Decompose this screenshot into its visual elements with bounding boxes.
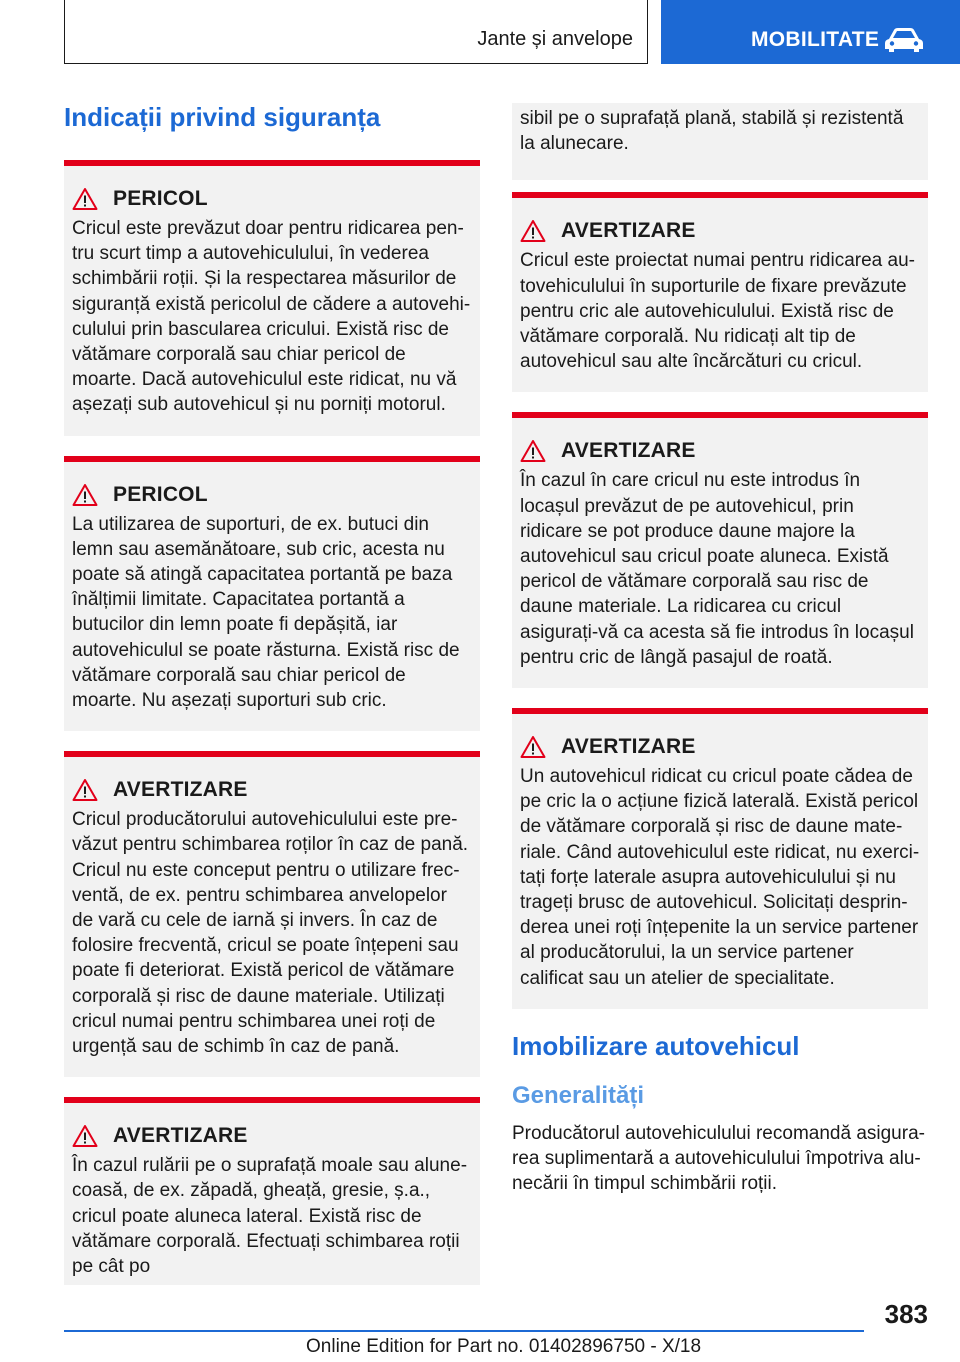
warning-triangle-icon	[72, 778, 98, 802]
warning-text: Cricul este prevăzut doar pentru ridicarea pentru scurt timp a autovehiculului, în vederea schimbării roții. Și la respectarea măsurilor de siguranță există pericolul de cădere a autovehiculului prin bascularea cricului. Există risc de vătămare corporală sau chiar pericol de moarte. Dacă autovehiculul este ridicat, nu vă așezați sub autovehicul și nu porniți motorul.	[72, 218, 471, 416]
left-column	[64, 100, 480, 1305]
section-title: Imobilizare autovehicul	[512, 1030, 800, 1061]
warning-label: AVERTIZARE	[113, 1124, 248, 1148]
footer-edition: Online Edition for Part no. 01402896750 - X/18	[306, 1336, 702, 1357]
warning-text: Cricul este proiectat numai pentru ridicarea autovehiculului în suporturile de fixare prevăzute pentru cric ale autovehiculului. Există risc de vătămare corporală. Nu ridicați alt tip de autovehicul sau alte încărcături cu cricul.	[520, 250, 915, 373]
warning-label: PERICOL	[113, 187, 208, 210]
caution-box	[512, 192, 928, 392]
warning-continuation-box	[512, 103, 928, 180]
warning-label: AVERTIZARE	[561, 219, 696, 243]
header-chapter-box	[661, 0, 960, 64]
danger-box	[64, 456, 480, 732]
caution-box	[512, 412, 928, 688]
warning-text: Cricul producătorului autovehiculului este prevăzut pentru schimbarea roților în caz de pană. Cricul nu este conceput pentru o utilizare frecventă, de ex. pentru schimbarea anvelopelor de vară cu cele de iarnă și invers. În caz de folosire frecventă, cricul se poate înțepeni sau poate fi deteriorat. Există pericol de vătămare corporală și risc de daune materiale. Utilizați cricul numai pentru schimbarea unei roți de urgență sau de schimb în caz de pană.	[72, 809, 469, 1058]
warning-triangle-icon	[520, 219, 546, 243]
header-section-title: Jante și anvelope	[477, 28, 633, 50]
header-chapter-title: MOBILITATE	[751, 28, 880, 51]
warning-text: În cazul în care cricul nu este introdus în locașul prevăzut de pe autovehicul, prin ridicare se pot produce daune majore la autovehicul sau cricul poate aluneca. Există pericol de vătămare corporală sau risc de daune materiale. La ridicarea cu cricul asigurați-vă ca acesta să fie introdus în locașul pentru cric de lângă pasajul de roată.	[520, 470, 914, 668]
warning-triangle-icon	[72, 187, 98, 211]
page-number: 383	[884, 1299, 928, 1329]
warning-triangle-icon	[72, 483, 98, 507]
header-section-box	[64, 0, 648, 64]
warning-label: AVERTIZARE	[113, 778, 248, 802]
warning-triangle-icon	[520, 735, 546, 759]
warning-text: La utilizarea de suporturi, de ex. butuci din lemn sau asemănătoare, sub cric, acesta nu poate să atingă capacitatea portantă pe baza înălțimii limitate. Capacitatea portantă a butucilor din lemn poate fi depășită, iar autovehiculul se poate răsturna. Există risc de vătămare corporală sau chiar pericol de moarte. Nu așezați suporturi sub cric.	[72, 513, 460, 712]
caution-box	[64, 1097, 480, 1285]
warning-text: În cazul rulării pe o suprafață moale sau alunecoasă, de ex. zăpadă, gheață, gresie, ș.a., cricul poate aluneca lateral. Există risc de vătămare corporală. Efectuați schimbarea roții pe cât po	[72, 1155, 468, 1278]
body-paragraph: Producătorul autovehiculului recomandă asigurarea suplimentară a autovehiculului împotriva alunecării în timpul schimbării roții.	[512, 1122, 925, 1195]
danger-box	[64, 160, 480, 436]
warning-triangle-icon	[72, 1124, 98, 1148]
footer-divider	[64, 1330, 864, 1332]
warning-triangle-icon	[520, 439, 546, 463]
warning-continuation-text: sibil pe o suprafață plană, stabilă și rezistentă la alunecare.	[520, 108, 904, 155]
warning-text: Un autovehicul ridicat cu cricul poate cădea de pe cric la o acțiune fizică laterală. Există pericol de vătămare corporală și risc de daune materiale. Când autovehiculul este ridicat, nu exercitați forțe laterale asupra autovehiculului și nu trageți brusc de autovehicul. Solicitați desprinderea unei roți înțepenite la un service partener al producătorului, la un service partener calificat sau un atelier de specialitate.	[520, 766, 920, 989]
subsection-title: Generalități	[512, 1081, 645, 1109]
caution-box	[64, 751, 480, 1077]
warning-label: AVERTIZARE	[561, 735, 696, 759]
right-column	[512, 103, 928, 1196]
car-icon	[883, 26, 925, 54]
warning-label: AVERTIZARE	[561, 439, 696, 463]
page-title: Indicații privind siguranța	[64, 102, 381, 132]
caution-box	[512, 708, 928, 1009]
warning-label: PERICOL	[113, 482, 208, 506]
